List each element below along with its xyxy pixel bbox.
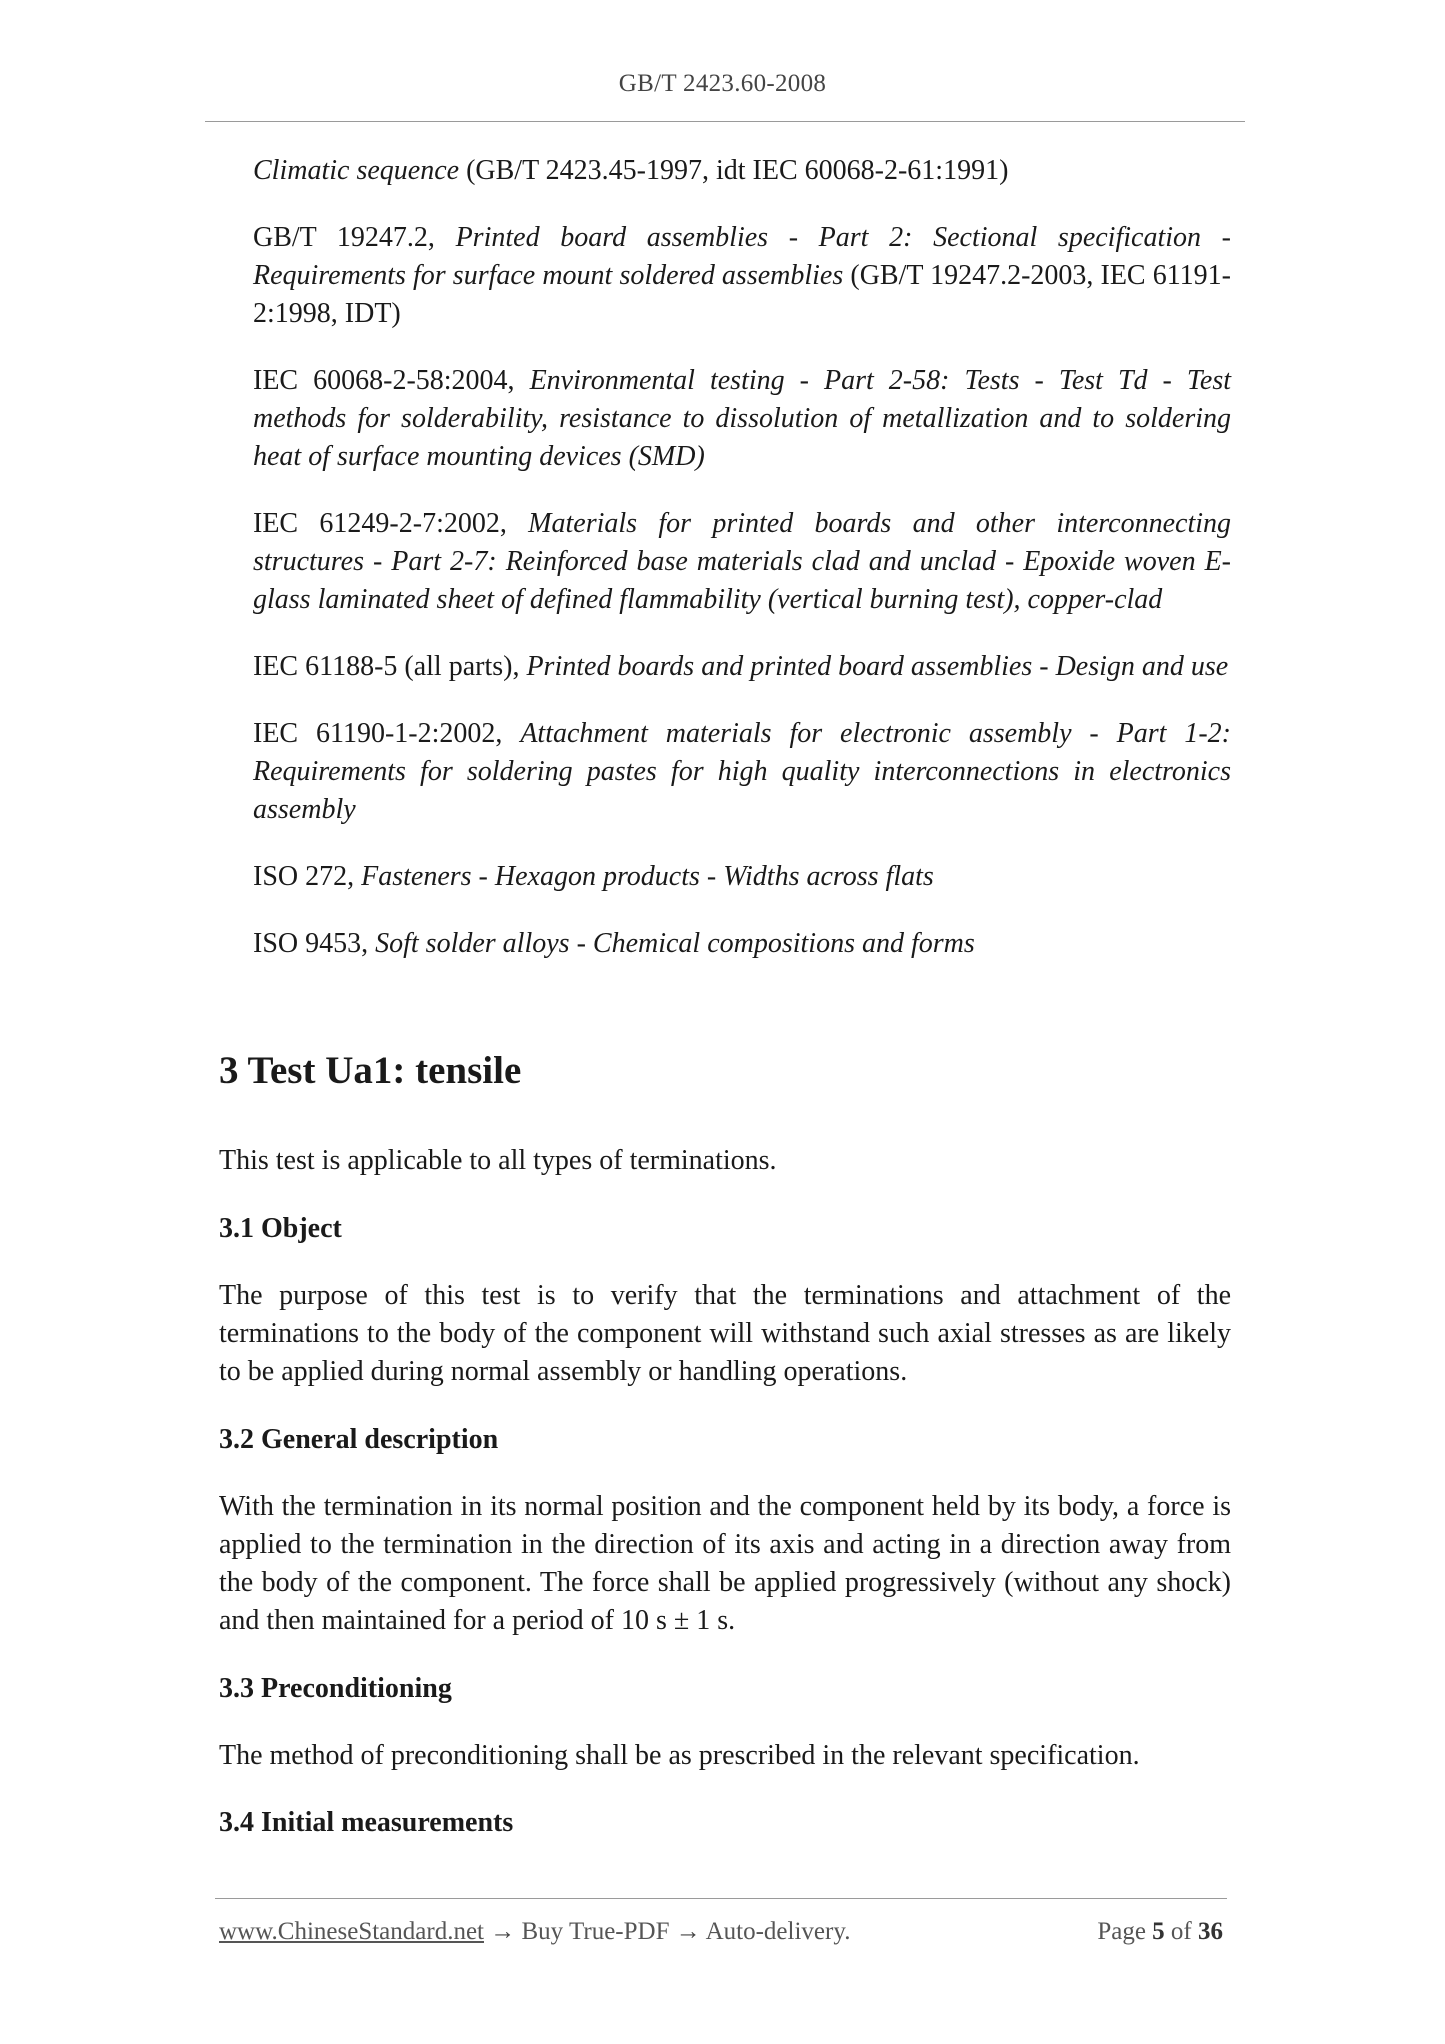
page-label: Page: [1097, 1918, 1146, 1945]
section-3-title: 3 Test Ua1: tensile: [219, 1049, 522, 1092]
subsection-3-2-text: With the termination in its normal position and the component held by its body, a force is applied to the termination in the direction of its axis and acting in a direction away from the body of the component. The force shall be applied progressively (without any shock) and then maintained for a period of 10 s ± 1 s.: [219, 1491, 1231, 1636]
chinesestandard-link[interactable]: www.ChineseStandard.net: [219, 1918, 484, 1945]
reference-item: IEC 61188-5 (all parts), Printed boards and printed board assemblies - Design and use: [253, 651, 1229, 682]
reference-item: ISO 272, Fasteners - Hexagon products - Widths across flats: [253, 861, 934, 892]
footer-rule: [215, 1898, 1227, 1899]
subsection-3-3-text: The method of preconditioning shall be as prescribed in the relevant specification.: [219, 1740, 1140, 1771]
page-total: 36: [1198, 1918, 1223, 1945]
reference-item: GB/T 19247.2, Printed board assemblies - Part 2: Sectional specification - Requirements for surface mount soldered assemblies (GB/T 19247.2-2003, IEC 61191-2:1998, IDT): [253, 222, 1231, 329]
auto-delivery-text: Auto-delivery.: [705, 1918, 851, 1945]
reference-item: Climatic sequence (GB/T 2423.45-1997, idt IEC 60068-2-61:1991): [253, 155, 1009, 186]
section-3-intro: This test is applicable to all types of terminations.: [219, 1145, 777, 1176]
subsection-3-2-heading: 3.2 General description: [219, 1424, 499, 1455]
header-rule: [205, 121, 1245, 122]
page-footer: [219, 1915, 1223, 1949]
arrow-right-icon: →: [675, 1918, 701, 1945]
normative-references-list: [253, 152, 1231, 992]
reference-item: IEC 61249-2-7:2002, Materials for printed boards and other interconnecting structures - Part 2-7: Reinforced base materials clad and unclad - Epoxide woven E-glass laminated sheet of defined flammability (vertical burning test), copper-clad: [253, 508, 1232, 615]
page-indicator: [1097, 1915, 1223, 1949]
buy-true-pdf-text: Buy True-PDF: [521, 1918, 670, 1945]
page-of-label: of: [1170, 1918, 1192, 1945]
subsection-3-1-text: The purpose of this test is to verify that the terminations and attachment of the terminations to the body of the component will withstand such axial stresses as are likely to be applied during normal assembly or handling operations.: [219, 1280, 1231, 1387]
reference-item: ISO 9453, Soft solder alloys - Chemical compositions and forms: [253, 928, 975, 959]
arrow-right-icon: →: [490, 1918, 516, 1945]
page-current: 5: [1152, 1918, 1165, 1945]
page-header: GB/T 2423.60-2008: [618, 70, 827, 97]
subsection-3-1-heading: 3.1 Object: [219, 1213, 342, 1244]
reference-item: IEC 60068-2-58:2004, Environmental testing - Part 2-58: Tests - Test Td - Test methods for solderability, resistance to dissolution of metallization and to soldering heat of surface mounting devices (SMD): [253, 365, 1231, 472]
reference-item: IEC 61190-1-2:2002, Attachment materials for electronic assembly - Part 1-2: Requirements for soldering pastes for high quality interconnections in electronics assembly: [253, 718, 1231, 825]
subsection-3-4-heading: 3.4 Initial measurements: [219, 1807, 514, 1838]
subsection-3-3-heading: 3.3 Preconditioning: [219, 1673, 452, 1704]
